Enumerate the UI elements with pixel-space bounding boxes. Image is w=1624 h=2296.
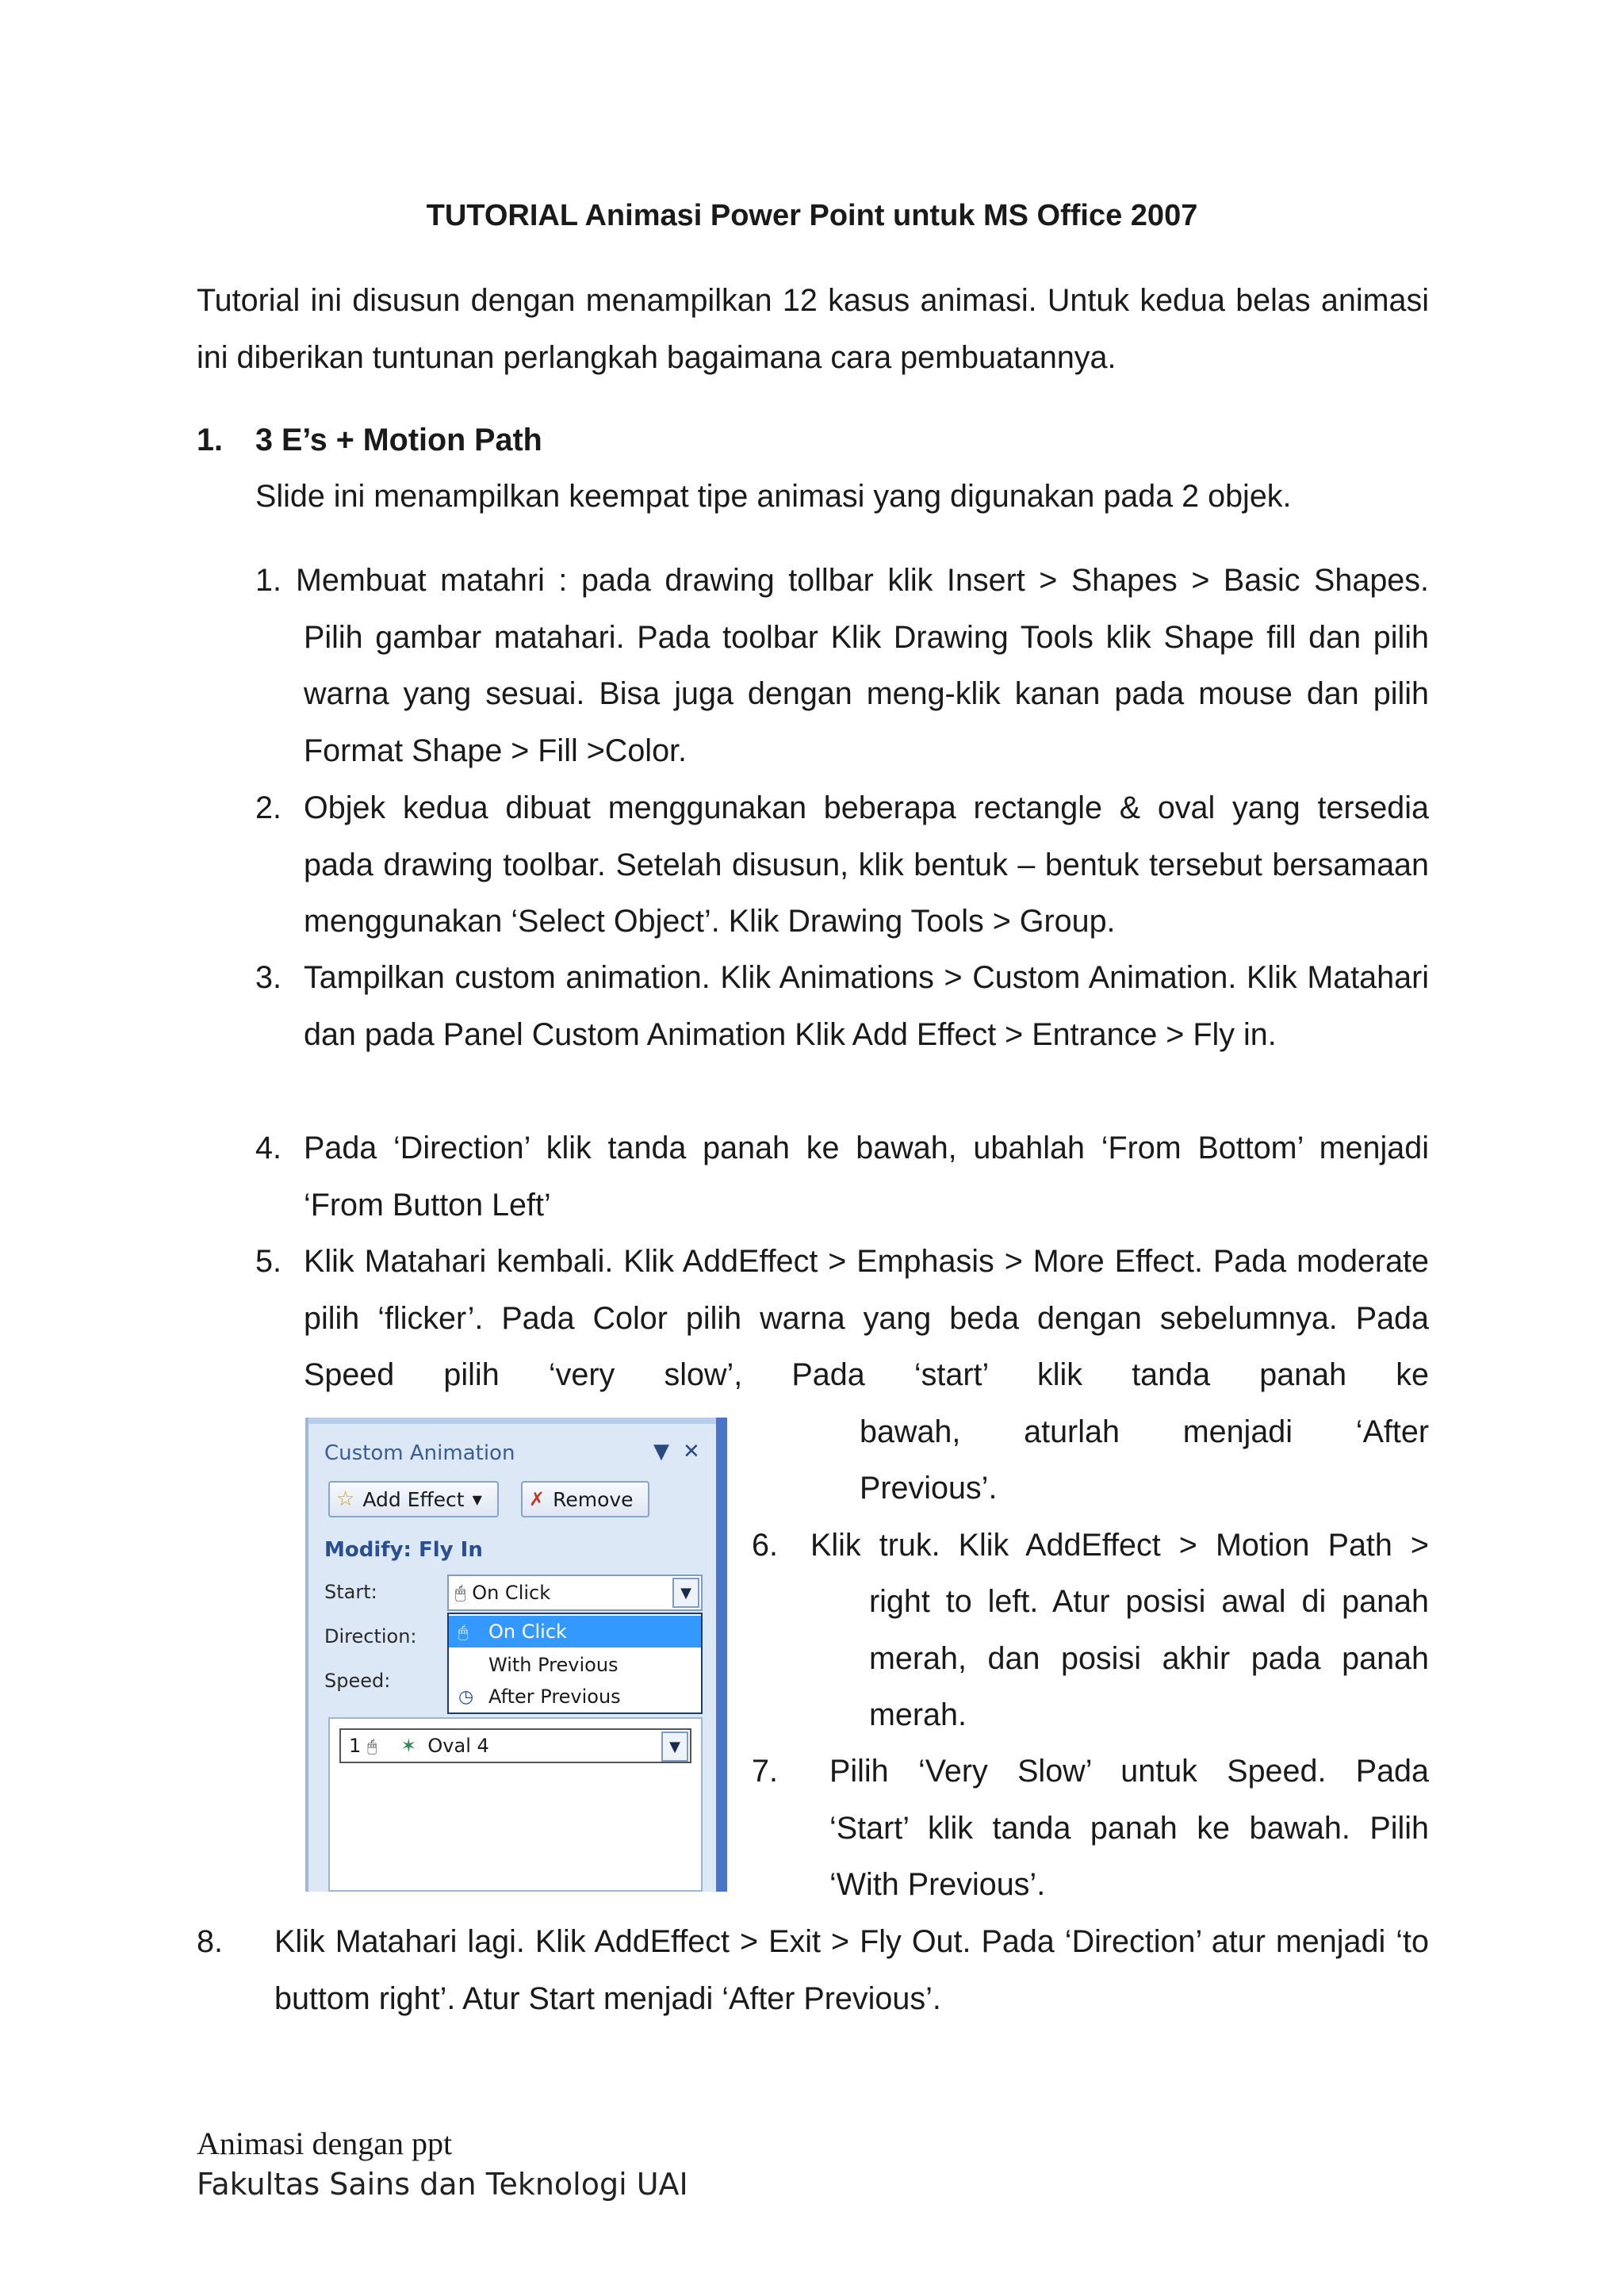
speed-label: Speed: [324,1670,391,1692]
direction-label: Direction: [324,1625,417,1647]
dropdown-option-on-click[interactable]: 🖱 On Click [449,1616,701,1647]
mouse-icon: 🖱 [367,1736,377,1755]
start-value: On Click [472,1582,551,1604]
remove-label: Remove [553,1487,634,1511]
step-number: 7. [752,1754,778,1789]
step-text: merah. [869,1697,967,1732]
step-text: Klik Matahari kembali. Klik AddEffect > Emphasis > More Effect. Pada moderate pilih ‘flicker’. Pada Color pilih warna yang beda dengan sebelumnya. Pada Speed pilih ‘very slow’, Pada ‘start’ klik tanda panah ke [304,1244,1429,1392]
remove-button[interactable] [521,1481,649,1517]
step-number: 2. [255,790,282,825]
panel-menu-icon[interactable]: ▼ [653,1440,669,1464]
modify-label: Modify: Fly In [324,1538,483,1562]
section-number: 1. [197,423,223,457]
remove-icon: ✗ [529,1488,546,1510]
document-title: TUTORIAL Animasi Power Point untuk MS Office 2007 [426,199,1198,232]
step-number: 1. [255,563,282,598]
close-icon[interactable]: ✕ [683,1440,700,1464]
star-icon: ☆ [336,1487,355,1511]
step-text: Objek kedua dibuat menggunakan beberapa rectangle & oval yang tersedia pada drawing toolbar. Setelah disusun, klik bentuk – bentuk tersebut bersamaan menggunakan ‘Select Object’. Klik Drawing Tools > Group. [304,790,1429,939]
mouse-icon: 🖱 [458,1622,468,1641]
chevron-down-icon[interactable]: ▼ [661,1732,688,1762]
step-text: Membuat matahri : pada drawing tollbar klik Insert > Shapes > Basic Shapes. Pilih gambar matahari. Pada toolbar Klik Drawing Tools klik Shape fill dan pilih warna yang sesuai. Bisa juga dengan meng-klik kanan pada mouse dan pilih Format Shape > Fill >Color. [296,563,1429,768]
step-text: Klik truk. Klik AddEffect > Motion Path > [810,1528,1429,1563]
step-text-continued: bawah, aturlah menjadi ‘After [860,1414,1429,1449]
custom-animation-panel [305,1418,727,1892]
effect-star-icon: ✶ [400,1735,417,1757]
mouse-icon: 🖱 [455,1582,466,1603]
chevron-down-icon: ▼ [472,1491,482,1507]
step-text: right to left. Atur posisi awal di panah [869,1584,1429,1619]
chevron-down-icon[interactable]: ▼ [672,1578,699,1608]
section-heading: 3 E’s + Motion Path [255,423,542,457]
step-number: 5. [255,1244,282,1279]
panel-title: Custom Animation [324,1441,515,1465]
start-label: Start: [324,1581,377,1603]
step-number: 4. [255,1131,282,1165]
step-text: Pada ‘Direction’ klik tanda panah ke bawah, ubahlah ‘From Bottom’ menjadi ‘From Button Left’ [304,1131,1429,1223]
dropdown-option-with-previous[interactable]: With Previous [488,1654,619,1676]
list-item[interactable] [339,1728,691,1763]
footer-line-2: Fakultas Sains dan Teknologi UAI [197,2167,688,2202]
step-text: Klik Matahari lagi. Klik AddEffect > Exit > Fly Out. Pada ‘Direction’ atur menjadi ‘to buttom right’. Atur Start menjadi ‘After Previous’. [274,1924,1429,2016]
add-effect-label: Add Effect [362,1487,465,1511]
step-text: ‘With Previous’. [829,1867,1046,1902]
list-item-label: Oval 4 [427,1735,489,1757]
footer-line-1: Animasi dengan ppt [197,2126,453,2161]
step-text: merah, dan posisi akhir pada panah [869,1641,1429,1676]
panel-top-bar [308,1418,716,1424]
step-text: Pilih ‘Very Slow’ untuk Speed. Pada [829,1754,1429,1789]
add-effect-button[interactable] [328,1481,499,1517]
step-number: 8. [197,1924,223,1959]
clock-icon: ◷ [458,1686,474,1707]
intro-paragraph: Tutorial ini disusun dengan menampilkan 12 kasus animasi. Untuk kedua belas animasi ini diberikan tuntunan perlangkah bagaimana cara pembuatannya. [197,283,1429,375]
section-description: Slide ini menampilkan keempat tipe animasi yang digunakan pada 2 objek. [255,479,1292,514]
start-select[interactable] [447,1575,703,1611]
list-index: 1 [349,1735,362,1757]
step-number: 6. [752,1528,778,1563]
start-dropdown-list [447,1613,703,1714]
step-number: 3. [255,960,282,995]
dropdown-option-after-previous[interactable]: ◷ After Previous [458,1686,621,1708]
step-text: ‘Start’ klik tanda panah ke bawah. Pilih [829,1811,1429,1846]
step-text: Tampilkan custom animation. Klik Animations > Custom Animation. Klik Matahari dan pada Panel Custom Animation Klik Add Effect > Entrance > Fly in. [304,960,1429,1052]
animation-list [328,1717,703,1892]
step-text-continued: Previous’. [860,1471,998,1506]
